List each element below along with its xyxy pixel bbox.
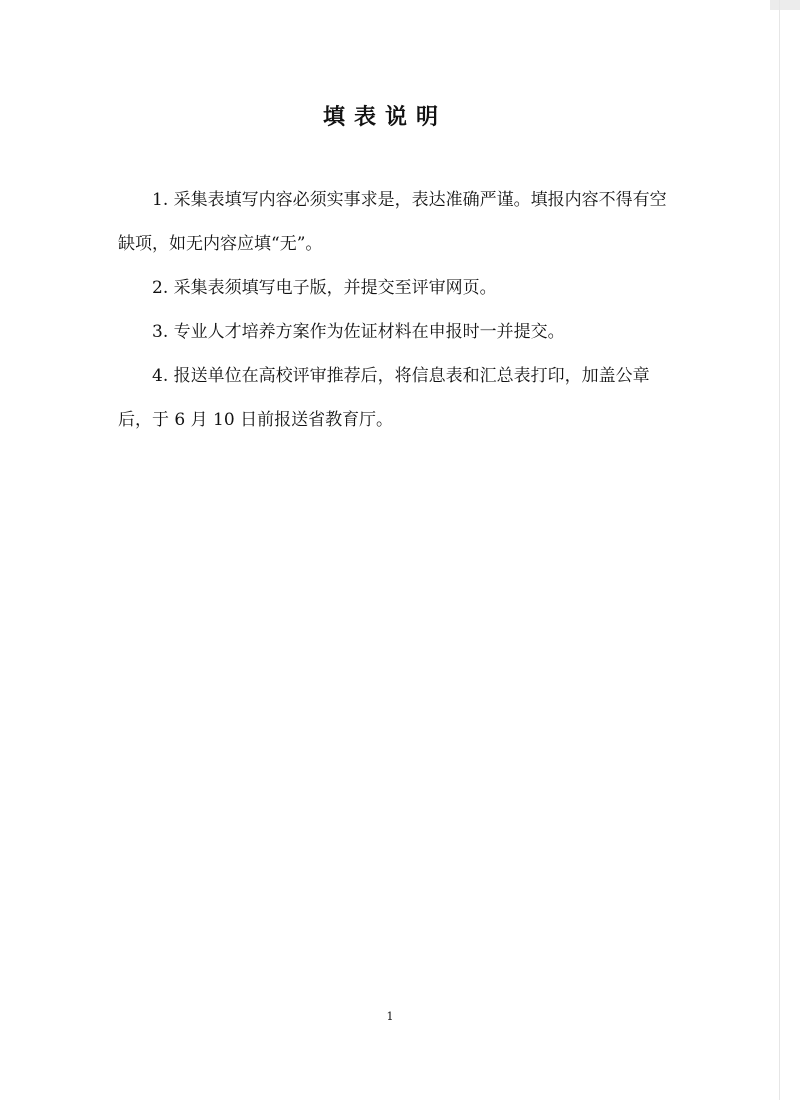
instruction-item-4: 4. 报送单位在高校评审推荐后，将信息表和汇总表打印，加盖公章后，于 6 月 10 日前报送省教育厅。 [118,366,650,430]
instruction-item-1: 1. 采集表填写内容必须实事求是，表达准确严谨。填报内容不得有空缺项，如无内容应填“无”。 [118,190,667,254]
page-title: 填表说明 [322,104,447,130]
page-edge-mark [770,0,800,10]
page-number: 1 [386,1010,394,1023]
page-edge-line [779,0,780,1100]
instructions-body [118,178,678,442]
instruction-item-2: 2. 采集表须填写电子版，并提交至评审网页。 [152,278,497,298]
instruction-item-3: 3. 专业人才培养方案作为佐证材料在申报时一并提交。 [152,322,565,342]
